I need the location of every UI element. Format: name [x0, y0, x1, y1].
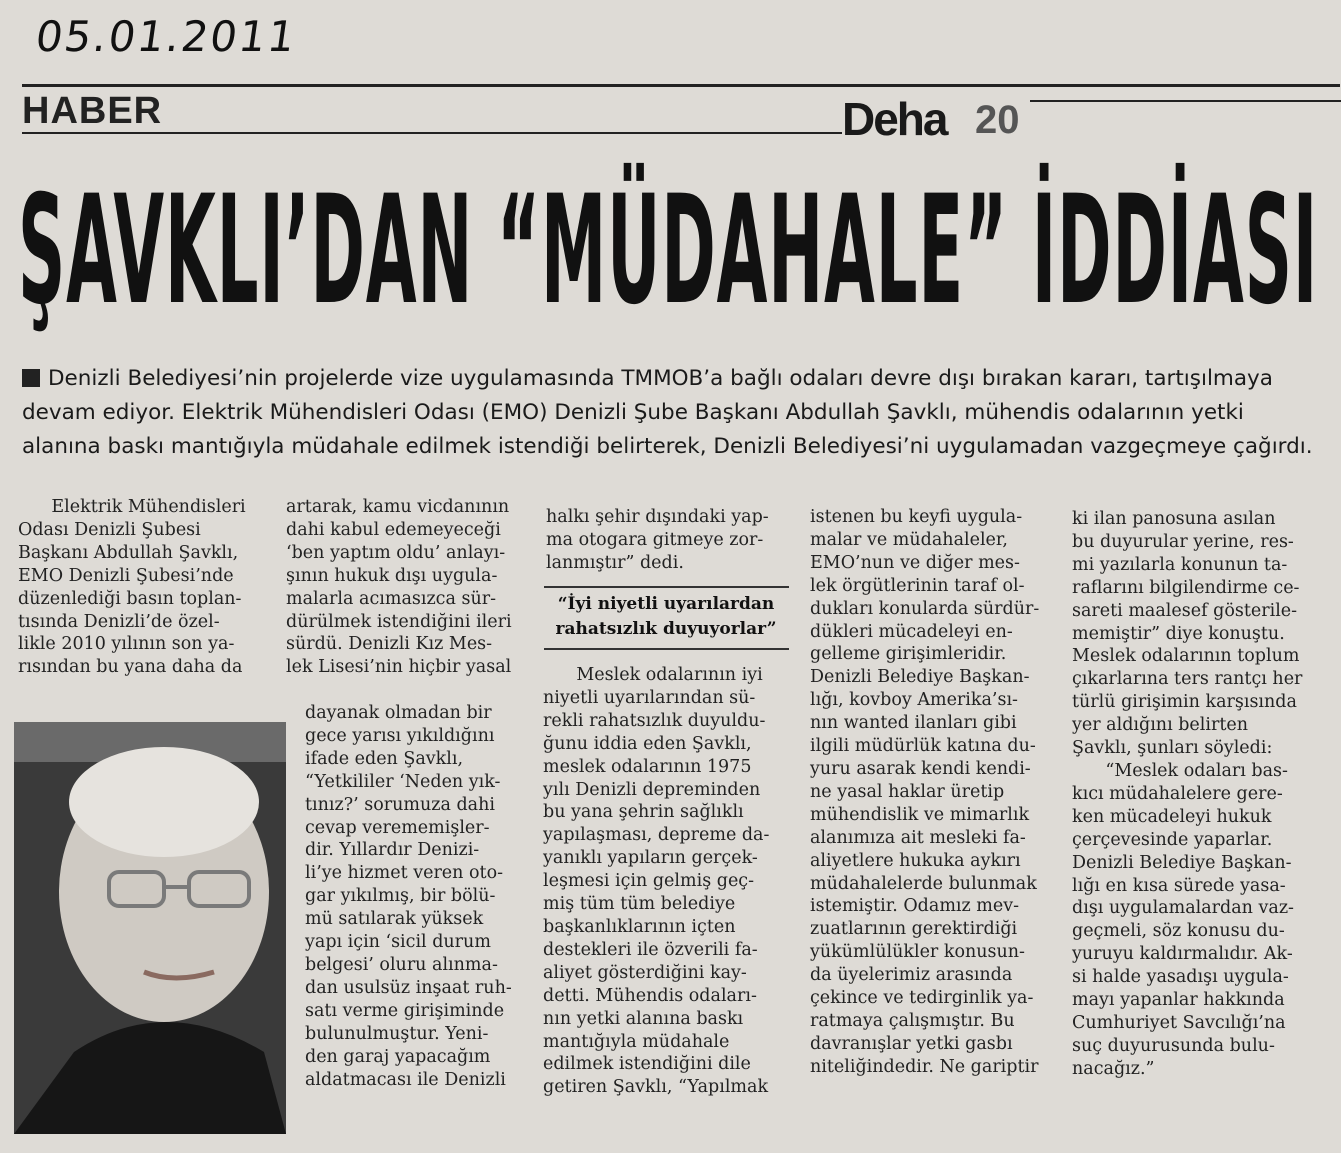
column-2-top-text: artarak, kamu vicdanının dahi kabul edemeyeceği ‘ben yaptım oldu’ anlayı- şının hukuk dışı uygula- malarla acımasızca sür- dürülmek istendiğini ileri sürdü. Denizli Kız Mes- lek Lisesi’nin hiçbir yasal [286, 497, 512, 678]
subheading: “İyi niyetli uyarılardan rahatsızlık duyuyorlar” [555, 594, 777, 639]
lead-paragraph [22, 362, 1327, 464]
subhead-rule-bottom [544, 648, 789, 650]
column-2-bottom-text: dayanak olmadan bir gece yarısı yıkıldığını ifade eden Şavklı, “Yetkililer ‘Neden yık- tınız?’ sorumuza dahi cevap verememişler- dir. Yıllardır Denizi- li’ye hizmet veren oto- gar yıkılmış, bir bölü- mü satılarak yüksek yapı için ‘sicil durum belgesi’ oluru alınma- dan usulsüz inşaat ruh- satı verme girişiminde bulunulmuştur. Yeni- den garaj yapacağım aldatmacası ile Denizli [305, 703, 512, 1090]
lead-text: Denizli Belediyesi’nin projelerde vize uygulamasında TMMOB’a bağlı odaları devre dışı bırakan kararı, tartışılmaya devam ediyor. Elektrik Mühendisleri Odası (EMO) Denizli Şube Başkanı Abdullah Şavklı, mühendis odalarının yetki alanına baskı mantığıyla müdahale edilmek istendiği belirterek, Denizli Belediyesi’ni uygulamadan vazgeçmeye çağırdı. [22, 366, 1313, 459]
page-number: 20 [975, 98, 1020, 142]
header-rule-top [22, 84, 1340, 87]
portrait-photo [14, 722, 286, 1134]
subhead-rule-top [544, 586, 789, 588]
column-1-text: Elektrik Mühendisleri Odası Denizli Şubesi Başkanı Abdullah Şavklı, EMO Denizli Şubesi’nde düzenlediği basın toplan- tısında Denizli’de özel- likle 2010 yılının son ya- rısından bu yana daha da [18, 497, 246, 678]
column-4-text: istenen bu keyfi uygula- malar ve müdahaleler, EMO’nun ve diğer mes- lek örgütlerinin taraf ol- dukları konularda sürdür- dükleri mücadeleyi en- gelleme girişimleridir. Denizli Belediye Başkan- lığı, kovboy Amerika’sı- nın wanted ilanları gibi ilgili müdürlük katına du- yuru asarak kendi kendi- ne yasal haklar üretip mühendislik ve mimarlık alanımıza ait mesleki fa- aliyetlere hukuka aykırı müdahalelerde bulunmak istemiştir. Odamız mev- zuatlarının gerektirdiği yükümlülükler konusun- da üyelerimiz arasında çekince ve tedirginlik ya- ratmaya çalışmıştır. Bu davranışlar yetki gasbı niteliğindedir. Ne gariptir [810, 507, 1040, 1077]
portrait-illustration [14, 722, 286, 1134]
column-3-bottom-text: Meslek odalarının iyi niyetli uyarılarından sü- rekli rahatsızlık duyuldu- ğunu iddia eden Şavklı, meslek odalarının 1975 yılı Denizli depreminden bu yana şehrin sağlıklı yapılaşması, depreme da- yanıklı yapıların gerçek- leşmesi için gelmiş geç- miş tüm tüm belediye başkanlıklarının içten destekleri ile özverili fa- aliyet gösterdiğini kay- detti. Mühendis odaları- nın yetki alanına baskı mantığıyla müdahale edilmek istendiğini dile getiren Şavklı, “Yapılmak [543, 665, 770, 1098]
bullet-square-icon [22, 369, 40, 387]
header-rule-right [1030, 100, 1341, 102]
column-5-text: ki ilan panosuna asılan bu duyurular yerine, res- mi yazılarla konunun ta- raflarını bilgilendirme ce- sareti maalesef gösterile- memiştir” diye konuştu. Meslek odalarının toplum çıkarlarına ters rantçı her türlü girişimin karşısında yer aldığını belirten Şavklı, şunları söyledi: “Meslek odaları bas- kıcı müdahalelere gere- ken mücadeleyi hukuk çerçevesinde yaparlar. Denizli Belediye Başkan- lığı en kısa sürede yasa- dışı uygulamalardan vaz- geçmeli, söz konusu du- yuruyu kaldırmalıdır. Ak- si halde yasadışı uygula- mayı yapanlar hakkında Cumhuriyet Savcılığı’na suç duyurusunda bulu- nacağız.” [1072, 509, 1303, 1079]
handwritten-date: 05.01.2011 [32, 12, 300, 61]
section-label: HABER [22, 90, 163, 132]
column-3-top-text: halkı şehir dışındaki yap- ma otogara gitmeye zor- lanmıştır” dedi. [546, 507, 769, 573]
publication-name: Deha [842, 93, 947, 145]
headline: ŞAVKLI’DAN “MÜDAHALE” İDDİASI [18, 164, 1319, 338]
